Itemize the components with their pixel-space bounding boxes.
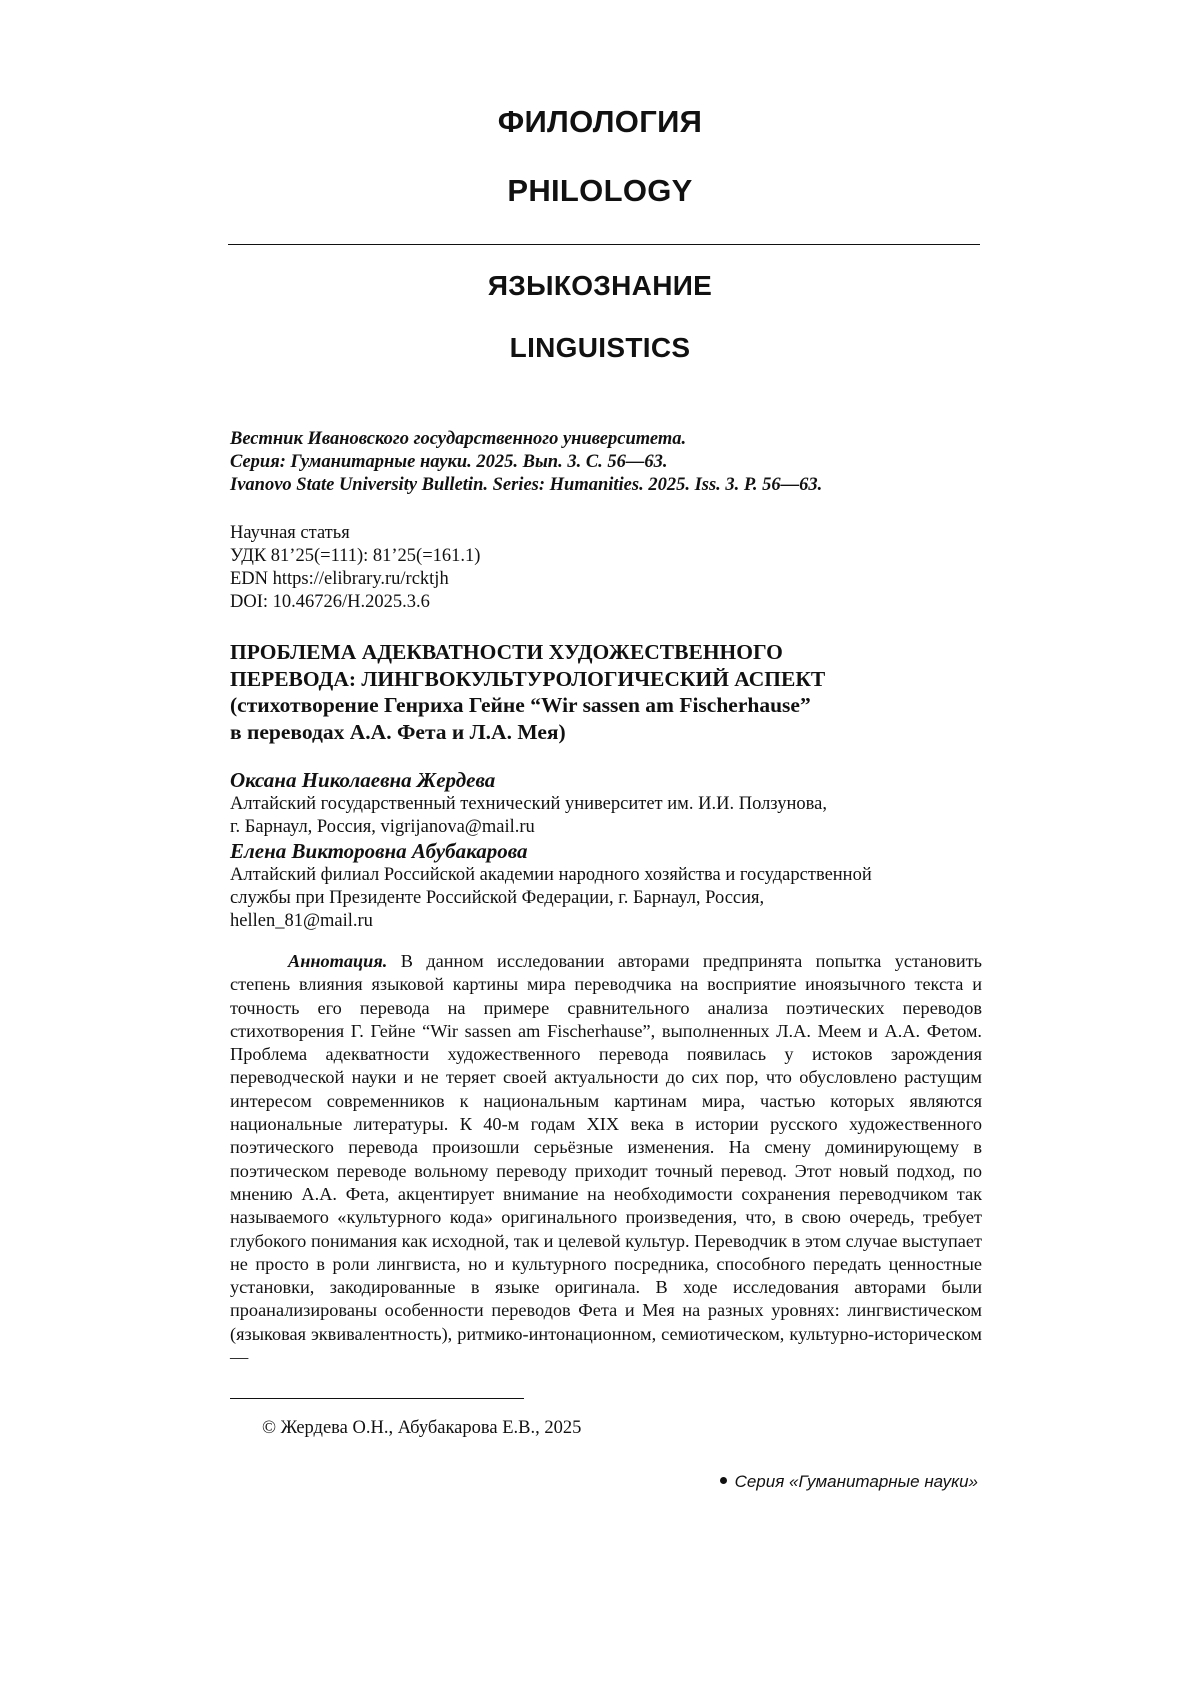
- author-affiliation: службы при Президенте Российской Федерации, г. Барнаул, Россия,: [230, 888, 765, 908]
- doi: DOI: 10.46726/H.2025.3.6: [230, 592, 430, 612]
- title-line: (стихотворение Генриха Гейне “Wir sassen am Fischerhause”: [230, 693, 811, 717]
- footnote-divider: [230, 1398, 524, 1399]
- abstract-paragraph: [230, 950, 982, 1369]
- bullet-icon: [720, 1477, 727, 1484]
- author-affiliation: г. Барнаул, Россия, vigrijanova@mail.ru: [230, 817, 535, 837]
- bulletin-citation: [230, 428, 982, 497]
- title-line: ПРОБЛЕМА АДЕКВАТНОСТИ ХУДОЖЕСТВЕННОГО: [230, 640, 783, 664]
- section-divider: [228, 244, 980, 245]
- citation-line: Вестник Ивановского государственного университета.: [230, 429, 687, 449]
- subsection-title-ru: ЯЗЫКОЗНАНИЕ: [487, 270, 713, 301]
- section-title-en: PHILOLOGY: [507, 173, 693, 208]
- author-name: Елена Викторовна Абубакарова: [230, 839, 528, 863]
- series-footer: [720, 1472, 978, 1492]
- abstract: [230, 950, 982, 1369]
- article-metadata: [230, 522, 982, 614]
- authors-block: [230, 768, 982, 933]
- series-label: Серия «Гуманитарные науки»: [734, 1472, 978, 1491]
- abstract-text: В данном исследовании авторами предпринята попытка установить степень влияния языковой картины мира переводчика на восприятие иноязычного текста и точность его перевода на примере сравнительного анализа поэтических переводов стихотворения Г. Гейне “Wir sassen am Fischerhause”, выполненных Л.А. Меем и А.А. Фетом. Проблема адекватности художественного перевода появилась у истоков зарождения переводческой науки и не теряет своей актуальности до сих пор, что обусловлено растущим интересом современников к национальным картинам мира, частью которых являются национальные литературы. К 40-м годам XIX века в истории русского художественного поэтического перевода произошли серьёзные изменения. На смену доминирующему в поэтическом переводе вольному переводу приходит точный перевод. Этот новый подход, по мнению А.А. Фета, акцентирует внимание на необходимости сохранения переводчиком так называемого «культурного кода» оригинального произведения, что, в свою очередь, требует глубокого понимания как исходной, так и целевой культур. Переводчик в этом случае выступает не просто в роли лингвиста, но и культурного посредника, способного передать ценностные установки, закодированные в языке оригинала. В ходе исследования авторами были проанализированы особенности переводов Фета и Мея на разных уровнях: лингвистическом (языковая эквивалентность), ритмико-интонационном, семиотическом, культурно-историческом —: [230, 951, 982, 1368]
- author-affiliation: hellen_81@mail.ru: [230, 911, 373, 931]
- title-line: ПЕРЕВОДА: ЛИНГВОКУЛЬТУРОЛОГИЧЕСКИЙ АСПЕКТ: [230, 666, 826, 691]
- author-name: Оксана Николаевна Жердева: [230, 768, 496, 792]
- edn-link: EDN https://elibrary.ru/rcktjh: [230, 569, 449, 589]
- abstract-label: Аннотация.: [288, 951, 388, 971]
- article-title: [230, 639, 982, 745]
- author-affiliation: Алтайский государственный технический университет им. И.И. Ползунова,: [230, 794, 827, 814]
- citation-line: Ivanovo State University Bulletin. Series: Humanities. 2025. Iss. 3. P. 56—63.: [230, 475, 823, 495]
- article-type: Научная статья: [230, 523, 350, 543]
- copyright-notice: © Жердева О.Н., Абубакарова Е.В., 2025: [262, 1418, 582, 1438]
- section-title-ru: ФИЛОЛОГИЯ: [497, 104, 703, 139]
- citation-line: Серия: Гуманитарные науки. 2025. Вып. 3. С. 56—63.: [230, 452, 668, 472]
- author-affiliation: Алтайский филиал Российской академии народного хозяйства и государственной: [230, 865, 872, 885]
- udc-code: УДК 81’25(=111): 81’25(=161.1): [230, 546, 481, 566]
- subsection-title-en: LINGUISTICS: [509, 332, 691, 363]
- title-line: в переводах А.А. Фета и Л.А. Мея): [230, 719, 566, 744]
